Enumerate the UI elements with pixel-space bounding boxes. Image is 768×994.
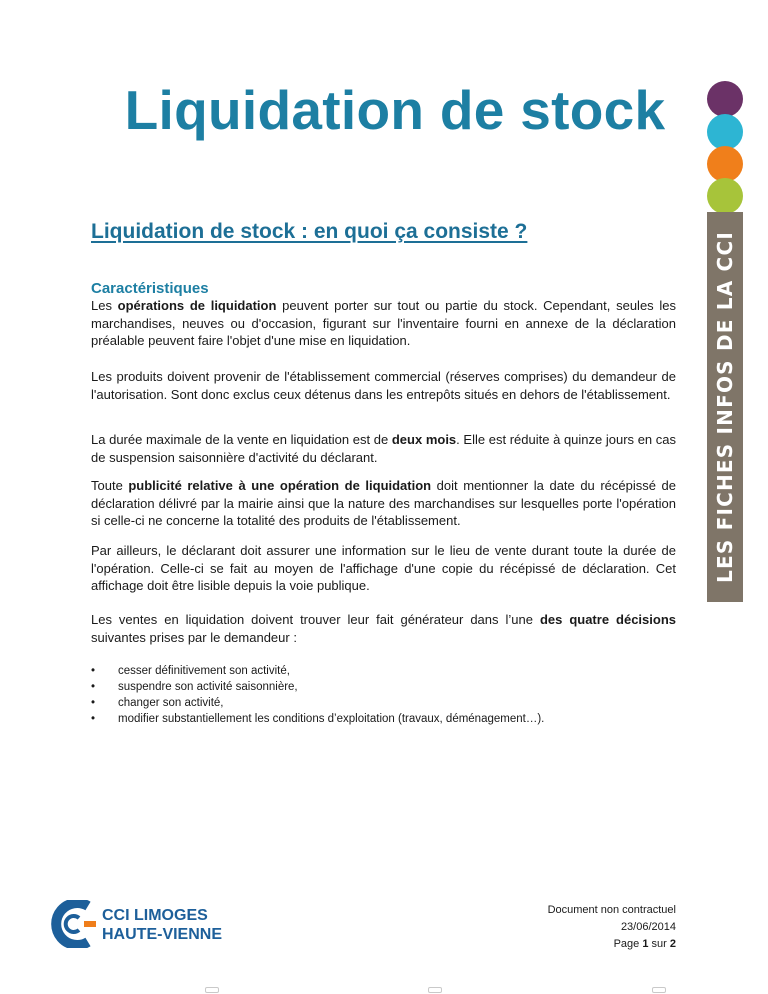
- footer-note: Document non contractuel: [547, 904, 676, 916]
- purple-dot: [707, 81, 743, 117]
- page-number: Page 1 sur 2: [613, 938, 676, 950]
- paragraph-operations: Les opérations de liquidation peuvent porter sur tout ou partie du stock. Cependant, seules les marchandises, neuves ou d'occasion, figurant sur l'inventaire fourni en annexe de la déclaration préalable peuvent faire l'objet d'une mise en liquidation.: [91, 298, 676, 349]
- list-item: • modifier substantiellement les conditions d’exploitation (travaux, déménagement…).: [91, 711, 544, 727]
- cci-logo-icon: [48, 900, 98, 948]
- list-item: • suspendre son activité saisonnière,: [91, 679, 544, 695]
- paragraph-information: Par ailleurs, le déclarant doit assurer une information sur le lieu de vente durant toute la durée de l'opération. Celle-ci se fait au moyen de l'affichage d'une copie du récépissé de déclaration. Cet affichage doit être lisible depuis la voie publique.: [91, 543, 676, 594]
- footer-mark: [428, 987, 442, 993]
- footer: [470, 902, 676, 953]
- decisions-list: [91, 663, 544, 727]
- cci-logo-text: CCI LIMOGES HAUTE-VIENNE: [102, 907, 223, 943]
- footer-mark: [205, 987, 219, 993]
- footer-mark: [652, 987, 666, 993]
- list-item: • cesser définitivement son activité,: [91, 663, 544, 679]
- subsection-heading: Caractéristiques: [91, 280, 209, 297]
- blue-dot: [707, 114, 743, 150]
- paragraph-produits: Les produits doivent provenir de l'établissement commercial (réserves comprises) du demandeur de l'autorisation. Sont donc exclus ceux détenus dans les entrepôts situés en dehors de l'établissement.: [91, 369, 676, 402]
- green-dot: [707, 178, 743, 214]
- footer-date: 23/06/2014: [620, 921, 676, 933]
- list-item: • changer son activité,: [91, 695, 544, 711]
- orange-dot: [707, 146, 743, 182]
- paragraph-decisions: Les ventes en liquidation doivent trouver leur fait générateur dans l’une des quatre décisions suivantes prises par le demandeur :: [91, 612, 676, 645]
- page-title: Liquidation de stock: [124, 79, 666, 141]
- paragraph-duree: La durée maximale de la vente en liquidation est de deux mois. Elle est réduite à quinze jours en cas de suspension saisonnière d'activité du déclarant.: [91, 432, 677, 465]
- section-heading: Liquidation de stock : en quoi ça consiste ?: [91, 220, 528, 243]
- sidebar-label: LES FICHES INFOS DE LA CCI: [713, 231, 737, 583]
- paragraph-publicite: Toute publicité relative à une opération de liquidation doit mentionner la date du récépissé de déclaration délivré par la mairie ainsi que la nature des marchandises sur lesquelles porte l'opération si celle-ci ne concerne la totalité des produits de l'établissement.: [91, 478, 676, 529]
